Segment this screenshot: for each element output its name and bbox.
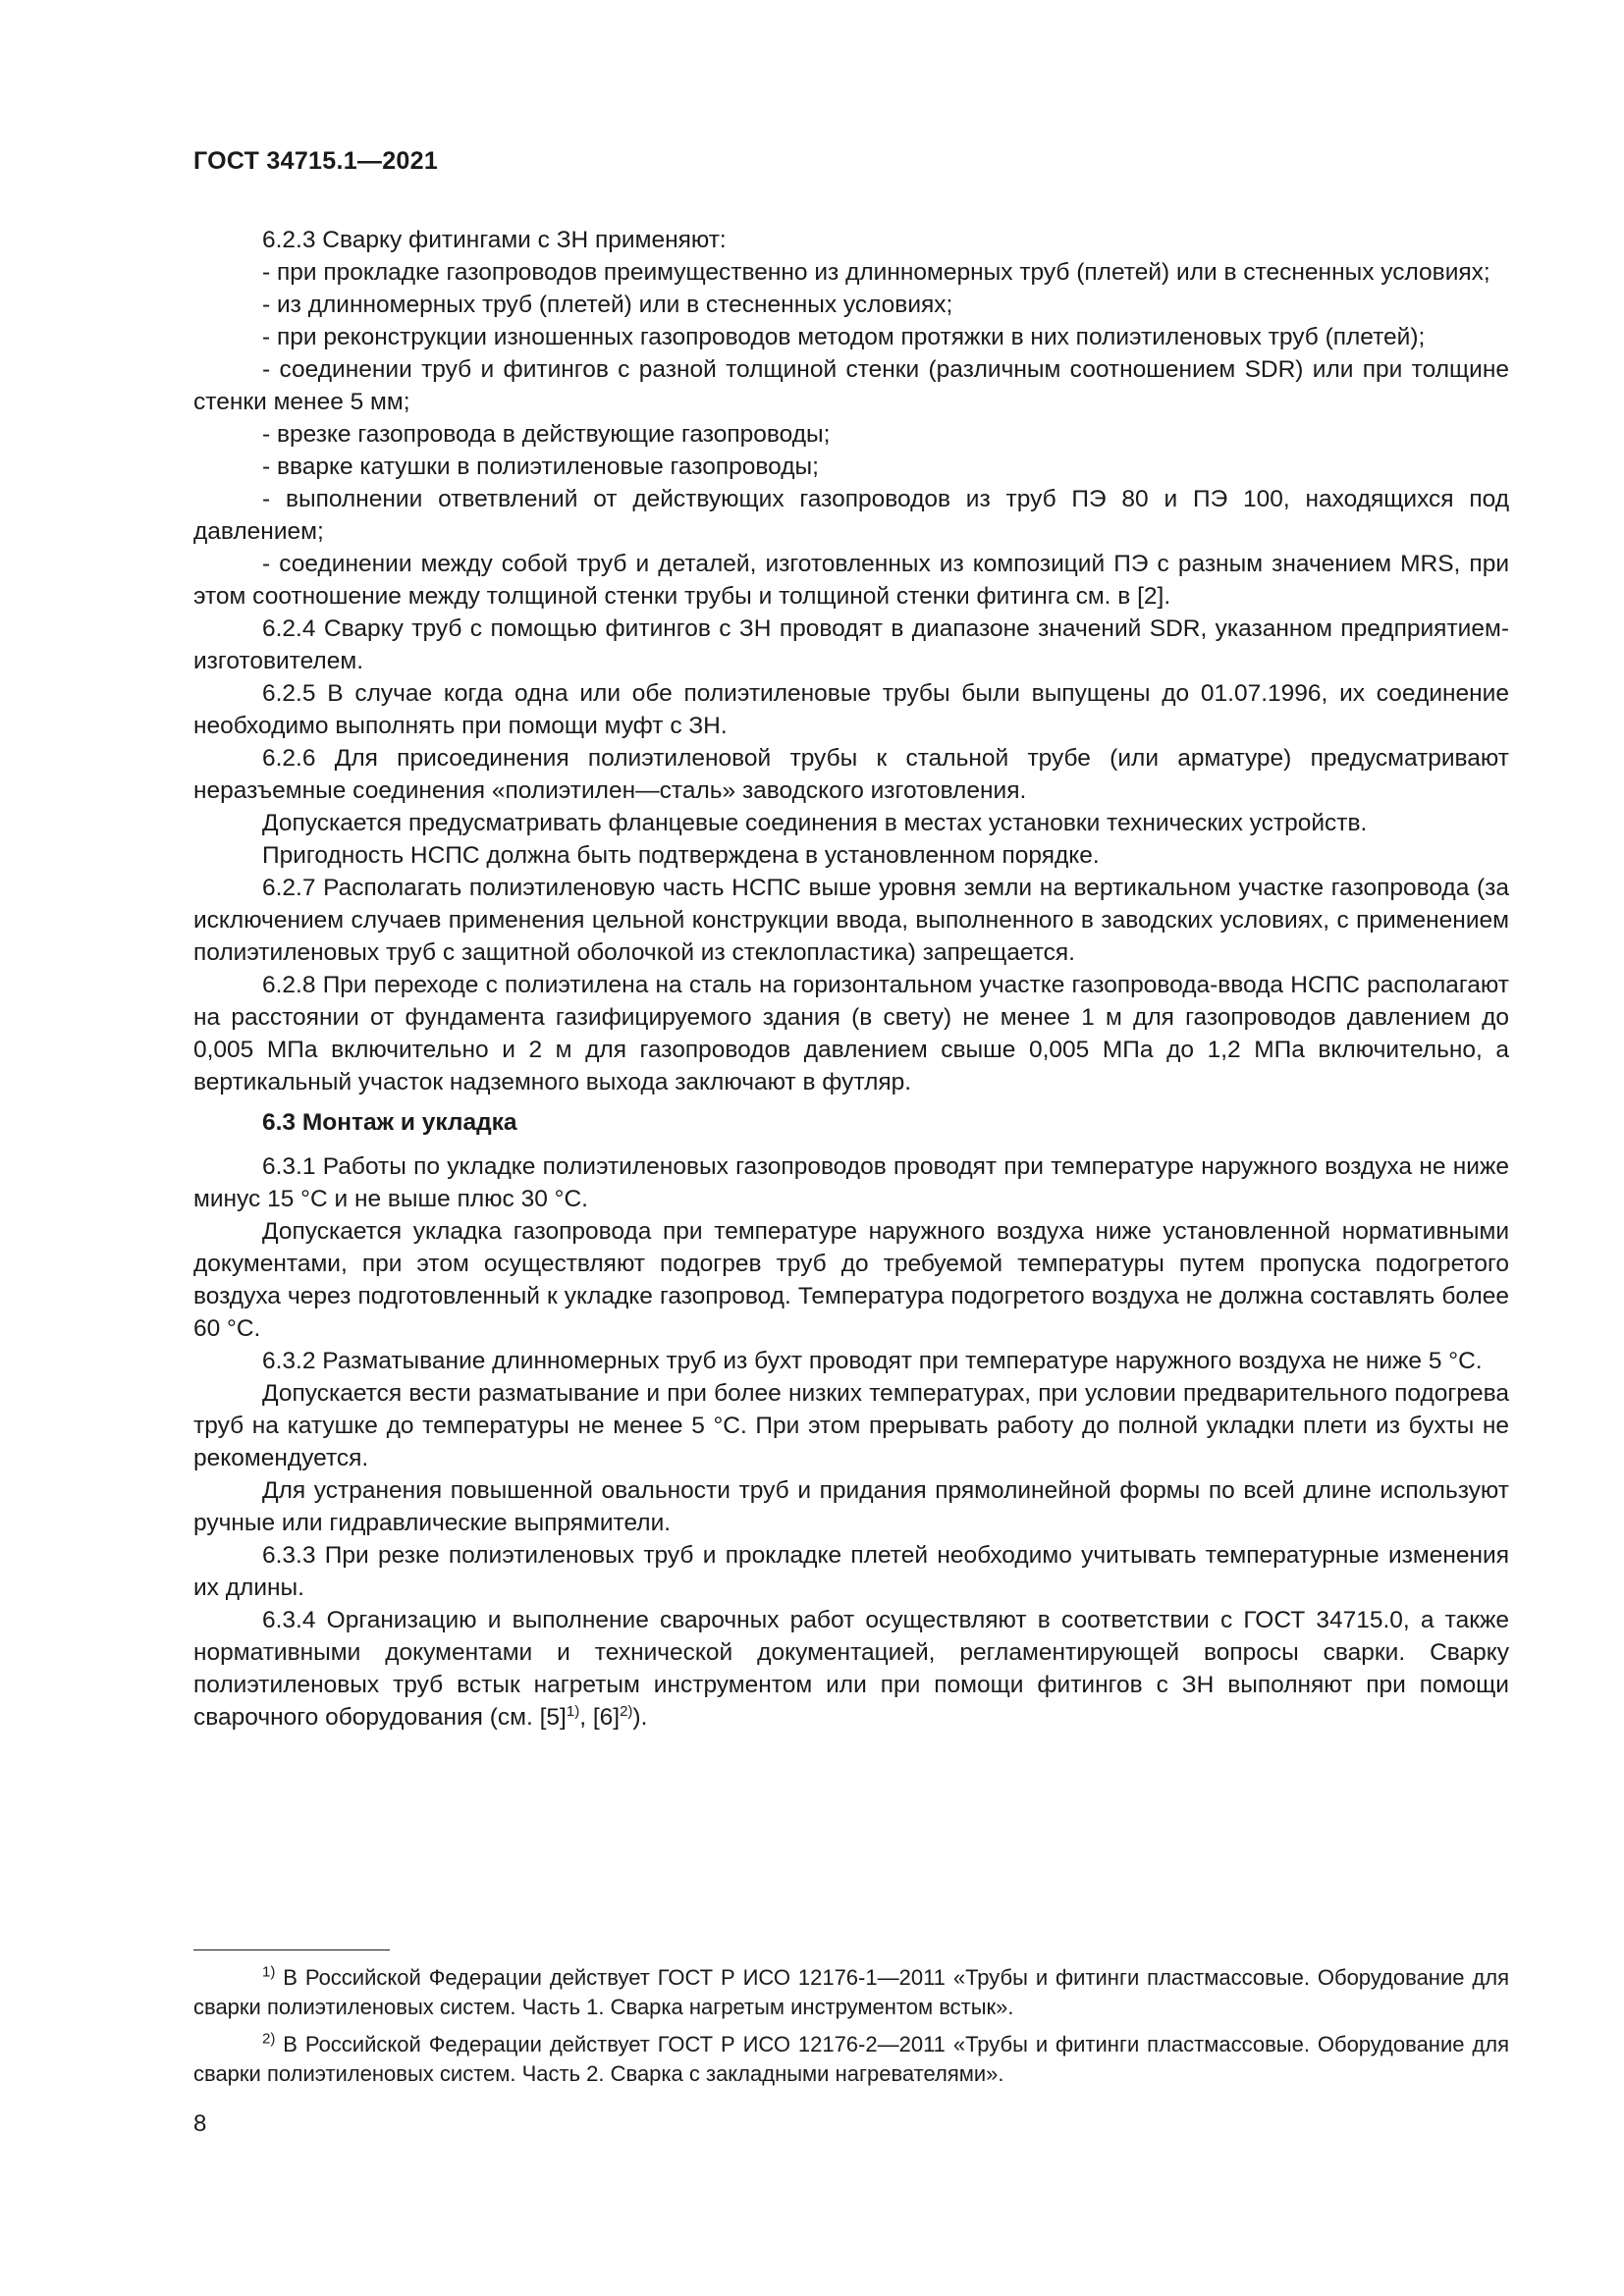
list-item: - соединении между собой труб и деталей, изготовленных из композиций ПЭ с разным значением MRS, при этом соотношение между толщиной стенки трубы и толщиной стенки фитинга см. в [2]. [193, 551, 1509, 610]
footnote-divider [193, 1949, 390, 1950]
footnotes [193, 1963, 1509, 2097]
list-item: - соединении труб и фитингов с разной толщиной стенки (различным соотношением SDR) или при толщине стенки менее 5 мм; [193, 356, 1509, 415]
paragraph-6-2-4: 6.2.4 Сварку труб с помощью фитингов с ЗН проводят в диапазоне значений SDR, указанном предприятием-изготовителем. [193, 615, 1509, 674]
paragraph: Для устранения повышенной овальности труб и придания прямолинейной формы по всей длине используют ручные или гидравлические выпрямители. [193, 1477, 1509, 1536]
footnote-text: В Российской Федерации действует ГОСТ Р ИСО 12176-1—2011 «Трубы и фитинги пластмассовые. Оборудование для сварки полиэтиленовых систем. Часть 1. Сварка нагретым инструментом встык». [193, 1965, 1509, 2019]
paragraph: Допускается вести разматывание и при более низких температурах, при условии предварительного подогрева труб на катушке до температуры не менее 5 °С. При этом прерывать работу до полной укладки плети из бухты не рекомендуется. [193, 1380, 1509, 1471]
paragraph-6-3-4 [193, 1604, 1509, 1734]
page-number: 8 [193, 2110, 207, 2137]
paragraph-text: 6.3.4 Организацию и выполнение сварочных работ осуществляют в соответствии с ГОСТ 34715.0, а также нормативными документами и технической документацией, регламентирующей вопросы сварки. Сварку полиэтиленовых труб встык нагретым инструментом или при помощи фитингов с ЗН выполняют при помощи сварочного оборудования (см. [193, 1607, 1509, 1731]
document-header: ГОСТ 34715.1—2021 [193, 147, 439, 175]
body-text [193, 224, 1509, 1734]
footnote-mark: 1) [262, 1963, 276, 1981]
paragraph: Пригодность НСПС должна быть подтверждена в установленном порядке. [262, 842, 1100, 869]
list-item: - выполнении ответвлений от действующих газопроводов из труб ПЭ 80 и ПЭ 100, находящихся под давлением; [193, 486, 1509, 545]
paragraph-6-2-7: 6.2.7 Располагать полиэтиленовую часть НСПС выше уровня земли на вертикальном участке газопровода (за исключением случаев применения цельной конструкции ввода, выполненного в заводских условиях, с применением полиэтиленовых труб с защитной оболочкой из стеклопластика) запрещается. [193, 875, 1509, 966]
section-heading-6-3: 6.3 Монтаж и укладка [262, 1109, 517, 1136]
paragraph: Допускается предусматривать фланцевые соединения в местах установки технических устройств. [262, 810, 1368, 836]
paragraph-6-2-3: 6.2.3 Сварку фитингами с ЗН применяют: [262, 227, 727, 253]
list-item: - при реконструкции изношенных газопроводов методом протяжки в них полиэтиленовых труб (плетей); [262, 324, 1426, 350]
footnote-mark: 2) [262, 2030, 276, 2048]
list-item: - вварке катушки в полиэтиленовые газопроводы; [262, 454, 819, 480]
paragraph-6-2-8: 6.2.8 При переходе с полиэтилена на сталь на горизонтальном участке газопровода-ввода НСПС располагают на расстоянии от фундамента газифицируемого здания (в свету) не менее 1 м для газопроводов давлением до 0,005 МПа включительно и 2 м для газопроводов давлением свыше 0,005 МПа до 1,2 МПа включительно, а вертикальный участок надземного выхода заключают в футляр. [193, 972, 1509, 1095]
separator: , [579, 1704, 593, 1731]
footnote-ref-2[interactable]: 2) [620, 1702, 633, 1720]
list-item: - из длинномерных труб (плетей) или в стесненных условиях; [262, 292, 953, 318]
paragraph: Допускается укладка газопровода при температуре наружного воздуха ниже установленной нормативными документами, при этом осуществляют подогрев труб до требуемой температуры путем пропуска подогретого воздуха через подготовленный к укладке газопровод. Температура подогретого воздуха не должна составлять более 60 °С. [193, 1218, 1509, 1342]
list-item: - при прокладке газопроводов преимущественно из длинномерных труб (плетей) или в стесненных условиях; [262, 259, 1490, 286]
reference-6: [6] [592, 1704, 621, 1731]
list-item: - врезке газопровода в действующие газопроводы; [262, 421, 831, 448]
paragraph-6-3-1: 6.3.1 Работы по укладке полиэтиленовых газопроводов проводят при температуре наружного воздуха не ниже минус 15 °С и не выше плюс 30 °С. [193, 1153, 1509, 1212]
paragraph-6-2-5: 6.2.5 В случае когда одна или обе полиэтиленовые трубы были выпущены до 01.07.1996, их соединение необходимо выполнять при помощи муфт с ЗН. [193, 680, 1509, 739]
paragraph-6-3-3: 6.3.3 При резке полиэтиленовых труб и прокладке плетей необходимо учитывать температурные изменения их длины. [193, 1542, 1509, 1601]
footnote-2 [193, 2030, 1509, 2089]
paragraph-6-3-2: 6.3.2 Разматывание длинномерных труб из бухт проводят при температуре наружного воздуха не ниже 5 °С. [262, 1348, 1483, 1374]
footnote-text: В Российской Федерации действует ГОСТ Р ИСО 12176-2—2011 «Трубы и фитинги пластмассовые. Оборудование для сварки полиэтиленовых систем. Часть 2. Сварка с закладными нагревателями». [193, 2032, 1509, 2086]
paragraph-end: ). [632, 1704, 648, 1731]
footnote-1 [193, 1963, 1509, 2022]
paragraph-6-2-6: 6.2.6 Для присоединения полиэтиленовой трубы к стальной трубе (или арматуре) предусматривают неразъемные соединения «полиэтилен—сталь» заводского изготовления. [193, 745, 1509, 804]
footnote-ref-1[interactable]: 1) [566, 1702, 580, 1720]
reference-5: [5] [539, 1704, 567, 1731]
